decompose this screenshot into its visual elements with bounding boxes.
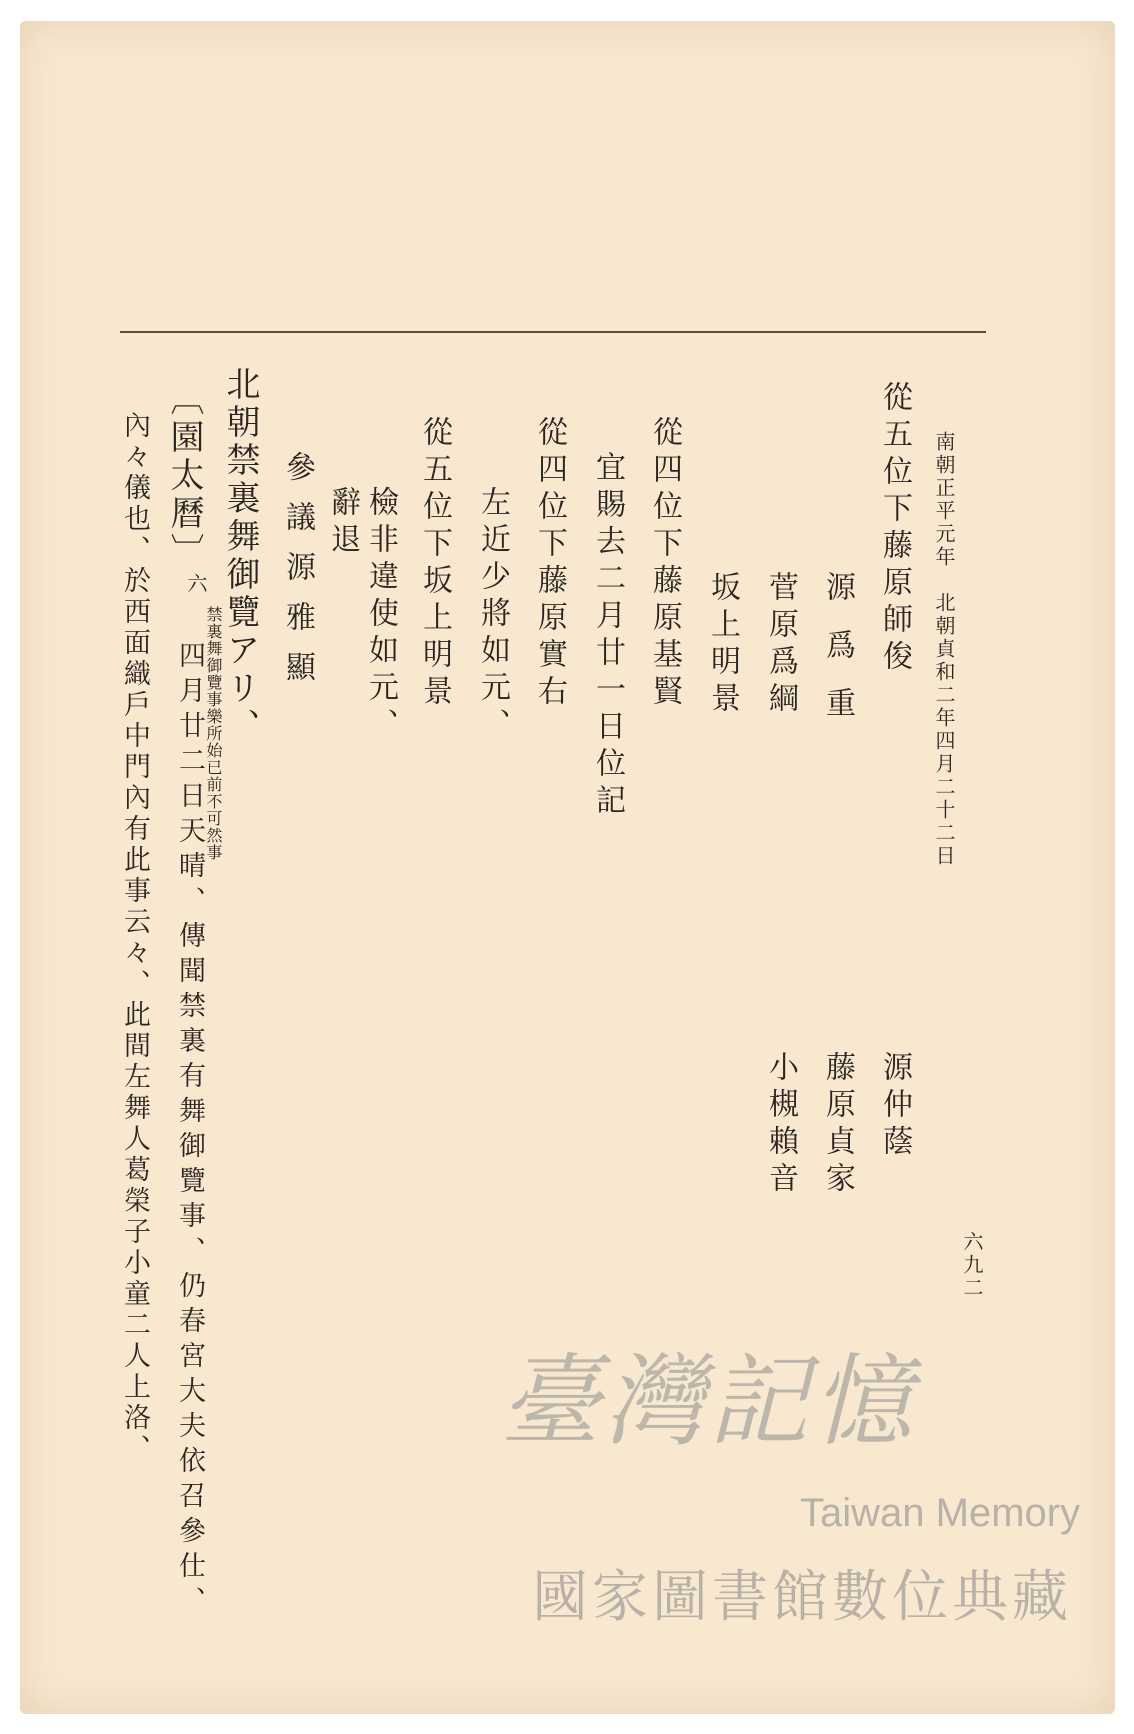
list-entry: 從五位下坂上明景 <box>417 416 452 712</box>
list-entry: 源爲重 <box>820 571 855 745</box>
list-entry: 坂上明景 <box>705 571 740 719</box>
list-entry: 宜賜去二月廿一日位記 <box>590 451 625 821</box>
list-entry: 辭退 <box>325 486 360 560</box>
list-entry: 小槻賴音 <box>763 1051 798 1199</box>
list-entry: 從四位下藤原實右 <box>532 416 567 712</box>
list-entry: 源仲蔭 <box>877 1051 912 1162</box>
list-entry: 藤原貞家 <box>820 1051 855 1199</box>
list-entry: 左近少將如元、 <box>475 486 510 745</box>
watermark-library: 國家圖書館數位典藏 <box>532 1565 1072 1628</box>
header-rule <box>120 331 986 333</box>
source-label: 〔園太曆〕 <box>164 381 204 571</box>
section-heading: 北朝禁裏舞御覽アリ、 <box>220 366 260 746</box>
running-title: 南朝正平元年 北朝貞和二年四月二十二日 <box>932 431 956 868</box>
list-entry: 參議源雅顯 <box>280 451 315 701</box>
watermark-logo: 臺灣記憶 <box>500 1343 916 1460</box>
list-entry: 從四位下藤原基賢 <box>647 416 682 712</box>
list-entry: 從五位下藤原師俊 <box>877 381 912 677</box>
list-entry: 檢非違使如元、 <box>363 486 398 745</box>
watermark-english: Taiwan Memory <box>800 1491 1081 1535</box>
page-number: 六九二 <box>960 1231 984 1300</box>
list-entry: 菅原爲綱 <box>763 571 798 719</box>
book-page <box>20 21 1115 1714</box>
volume-number: 六 <box>184 573 208 596</box>
body-line: 內々儀也、於西面織戶中門內有此事云々、此間左舞人葛榮子小童二人上洛、 <box>119 411 150 1465</box>
interlinear-note: 禁裏舞御覽事樂所始已前不可然事 <box>204 606 223 861</box>
body-line: 四月廿二日天晴、傳聞禁裏有舞御覽事、仍春宮大夫依召參仕、 <box>174 641 205 1621</box>
